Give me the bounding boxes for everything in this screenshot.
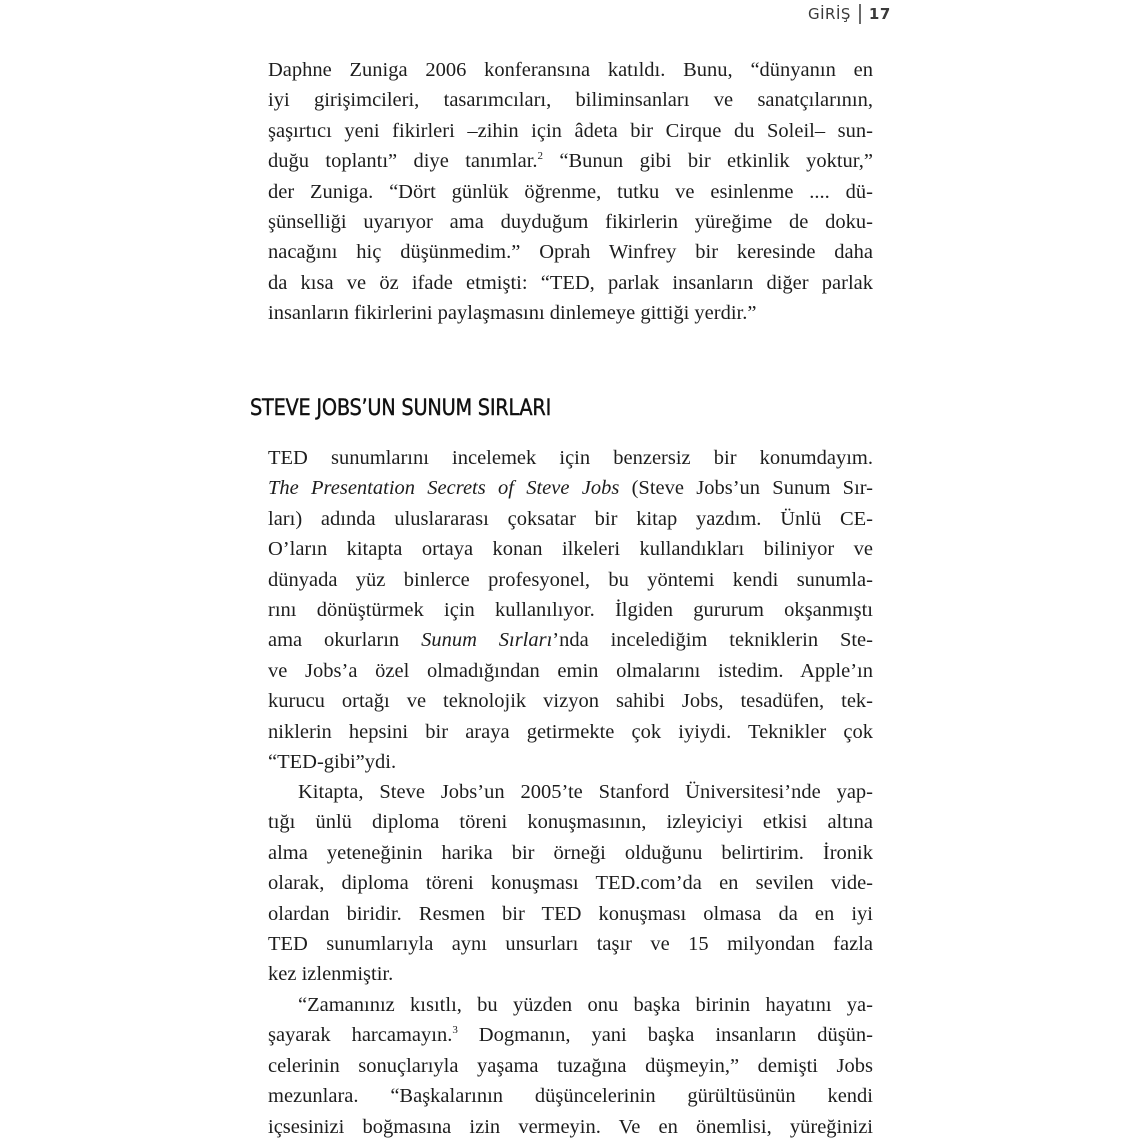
section-name: GİRİŞ xyxy=(808,5,851,23)
text-line: mezunlara. “Başkalarının düşüncelerinin gürültüsünün kendi xyxy=(268,1085,873,1108)
text-line: celerinin sonuçlarıyla yaşama tuzağına düşmeyin,” demişti Jobs xyxy=(268,1054,873,1077)
text-line: insanların fikirlerini paylaşmasını dinlemeye gittiği yerdir.” xyxy=(268,302,757,325)
text-line: içsesinizi boğmasına izin vermeyin. Ve en önemlisi, yüreğinizi xyxy=(268,1115,873,1138)
text-line xyxy=(268,625,873,655)
text-span: (Steve Jobs’un Sunum Sır- xyxy=(619,477,873,500)
text-line: nacağını hiç düşünmedim.” Oprah Winfrey bir keresinde daha xyxy=(268,241,873,264)
text-line: TED sunumlarıyla aynı unsurları taşır ve 15 milyondan fazla xyxy=(268,932,873,955)
text-span: ama okurların xyxy=(268,629,422,652)
footnote-marker: 3 xyxy=(452,1024,458,1037)
paragraph-1 xyxy=(268,55,873,329)
text-line: alma yeteneğinin harika bir örneği olduğunu belirtirim. İronik xyxy=(268,841,873,864)
text-line: Kitapta, Steve Jobs’un 2005’te Stanford Üniversitesi’nde yap- xyxy=(298,781,873,803)
text-line: rını dönüştürmek için kullanılıyor. İlgiden gururum okşanmıştı xyxy=(268,598,873,621)
text-span: şayarak harcamayın. xyxy=(268,1024,453,1047)
text-line xyxy=(268,1020,873,1050)
text-span: “Bunun gibi bir etkinlik yoktur,” xyxy=(543,150,873,173)
header-divider xyxy=(859,4,861,24)
text-line: der Zuniga. “Dört günlük öğrenme, tutku ve esinlenme .... dü- xyxy=(268,180,873,203)
section-heading: STEVE JOBS’UN SUNUM SIRLARI xyxy=(250,396,552,421)
text-line xyxy=(268,146,873,176)
page-number: 17 xyxy=(868,5,891,23)
text-line: TED sunumlarını incelemek için benzersiz bir konumdayım. xyxy=(268,447,873,469)
text-span: duğu toplantı” diye tanımlar. xyxy=(268,150,538,173)
text-line: kez izlenmiştir. xyxy=(268,963,394,986)
text-line: niklerin hepsini bir araya getirmekte çok iyiydi. Teknikler çok xyxy=(268,720,873,743)
text-line: tığı ünlü diploma töreni konuşmasının, izleyiciyi etkisi altına xyxy=(268,811,873,834)
paragraph-4 xyxy=(268,990,873,1142)
text-line: şaşırtıcı yeni fikirleri –zihin için âdeta bir Cirque du Soleil– sun- xyxy=(268,119,873,142)
text-line: iyi girişimcileri, tasarımcıları, biliminsanları ve sanatçılarının, xyxy=(268,89,873,112)
text-line: şünselliği uyarıyor ama duyduğum fikirlerin yüreğime de doku- xyxy=(268,210,873,233)
text-span: Dogmanın, yani başka insanların düşün- xyxy=(457,1024,873,1047)
footnote-marker: 2 xyxy=(537,150,544,163)
running-header xyxy=(808,4,891,24)
text-line: da kısa ve öz ifade etmişti: “TED, parlak insanların diğer parlak xyxy=(268,271,873,294)
text-span: ’nda incelediğim tekniklerin Ste- xyxy=(552,629,873,652)
paragraph-2 xyxy=(268,443,873,777)
book-title: The Presentation Secrets of Steve Jobs xyxy=(268,477,620,500)
book-title-short: Sunum Sırları xyxy=(421,629,553,652)
text-line: O’ların kitapta ortaya konan ilkeleri kullandıkları biliniyor ve xyxy=(268,538,873,561)
text-line xyxy=(268,473,873,503)
text-line: olardan biridir. Resmen bir TED konuşması olmasa da en iyi xyxy=(268,902,873,925)
text-line: Daphne Zuniga 2006 konferansına katıldı. Bunu, “dünyanın en xyxy=(268,59,873,81)
text-line: “TED-gibi”ydi. xyxy=(268,750,397,773)
text-line: olarak, diploma töreni konuşması TED.com’da en sevilen vide- xyxy=(268,872,873,895)
text-line: ları) adında uluslararası çoksatar bir kitap yazdım. Ünlü CE- xyxy=(268,507,873,530)
text-line: ve Jobs’a özel olmadığından emin olmalarını istedim. Apple’ın xyxy=(268,659,873,682)
text-line: “Zamanınız kısıtlı, bu yüzden onu başka birinin hayatını ya- xyxy=(298,994,873,1016)
paragraph-3 xyxy=(268,777,873,990)
text-line: kurucu ortağı ve teknolojik vizyon sahibi Jobs, tesadüfen, tek- xyxy=(268,690,873,713)
text-line: dünyada yüz binlerce profesyonel, bu yöntemi kendi sunumla- xyxy=(268,568,873,591)
